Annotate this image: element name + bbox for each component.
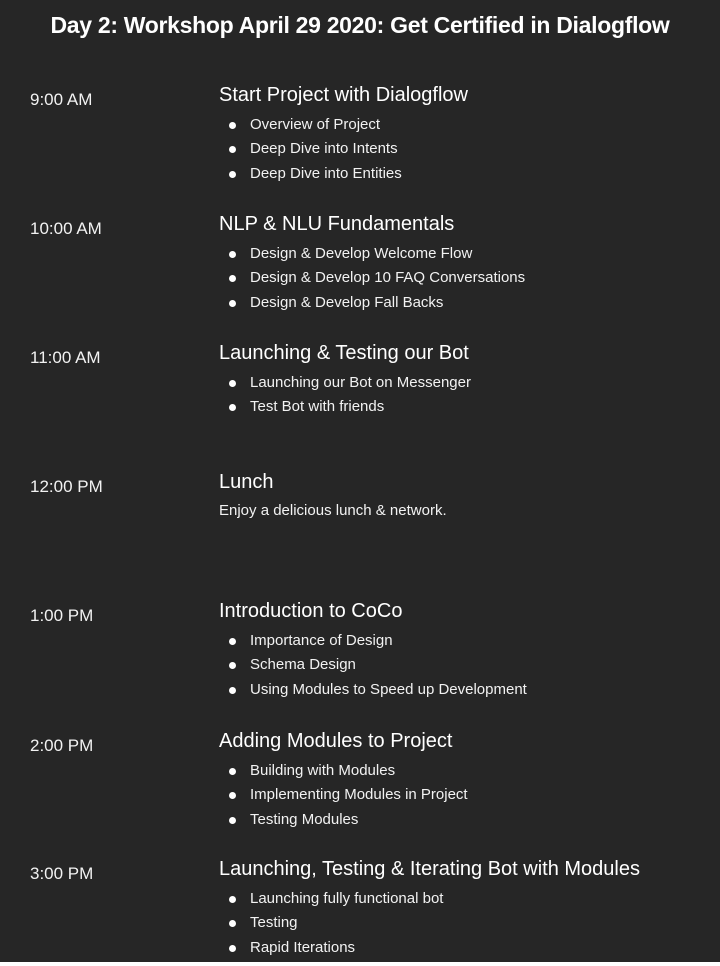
topic-item: Building with Modules xyxy=(0,761,468,785)
session-heading: Launching, Testing & Iterating Bot with Modules xyxy=(219,858,640,880)
topic-item: Launching our Bot on Messenger xyxy=(0,373,471,397)
topic-item: Design & Develop Welcome Flow xyxy=(0,244,525,268)
topic-item: Rapid Iterations xyxy=(0,938,443,962)
topic-item: Deep Dive into Intents xyxy=(0,139,402,163)
session-time: 10:00 AM xyxy=(30,219,102,238)
session-topics xyxy=(0,373,471,422)
session-heading: Adding Modules to Project xyxy=(219,730,453,752)
topic-item: Test Bot with friends xyxy=(0,397,471,421)
session-time: 1:00 PM xyxy=(30,606,94,625)
session-time: 12:00 PM xyxy=(30,477,103,496)
topic-item: Design & Develop Fall Backs xyxy=(0,293,525,317)
topic-item: Launching fully functional bot xyxy=(0,889,443,913)
session-heading: Launching & Testing our Bot xyxy=(219,342,469,364)
session-topics xyxy=(0,244,525,317)
session-heading: Start Project with Dialogflow xyxy=(219,84,468,106)
session-heading: NLP & NLU Fundamentals xyxy=(219,213,455,235)
session-heading: Lunch xyxy=(219,471,274,493)
page-title: Day 2: Workshop April 29 2020: Get Certified in Dialogflow xyxy=(50,12,670,38)
topic-item: Testing xyxy=(0,913,443,937)
session-topics xyxy=(0,631,527,704)
topic-item: Deep Dive into Entities xyxy=(0,164,402,188)
session-time: 3:00 PM xyxy=(30,864,94,883)
session-topics xyxy=(0,761,468,834)
session-time: 11:00 AM xyxy=(30,348,101,367)
session-description: Enjoy a delicious lunch & network. xyxy=(219,502,447,519)
topic-item: Implementing Modules in Project xyxy=(0,785,468,809)
topic-item: Importance of Design xyxy=(0,631,527,655)
session-time: 2:00 PM xyxy=(30,736,94,755)
topic-item: Design & Develop 10 FAQ Conversations xyxy=(0,268,525,292)
topic-item: Using Modules to Speed up Development xyxy=(0,680,527,704)
topic-item: Testing Modules xyxy=(0,810,468,834)
topic-item: Schema Design xyxy=(0,655,527,679)
session-topics xyxy=(0,115,402,188)
session-topics xyxy=(0,889,443,962)
topic-item: Overview of Project xyxy=(0,115,402,139)
session-heading: Introduction to CoCo xyxy=(219,600,403,622)
session-time: 9:00 AM xyxy=(30,90,93,109)
